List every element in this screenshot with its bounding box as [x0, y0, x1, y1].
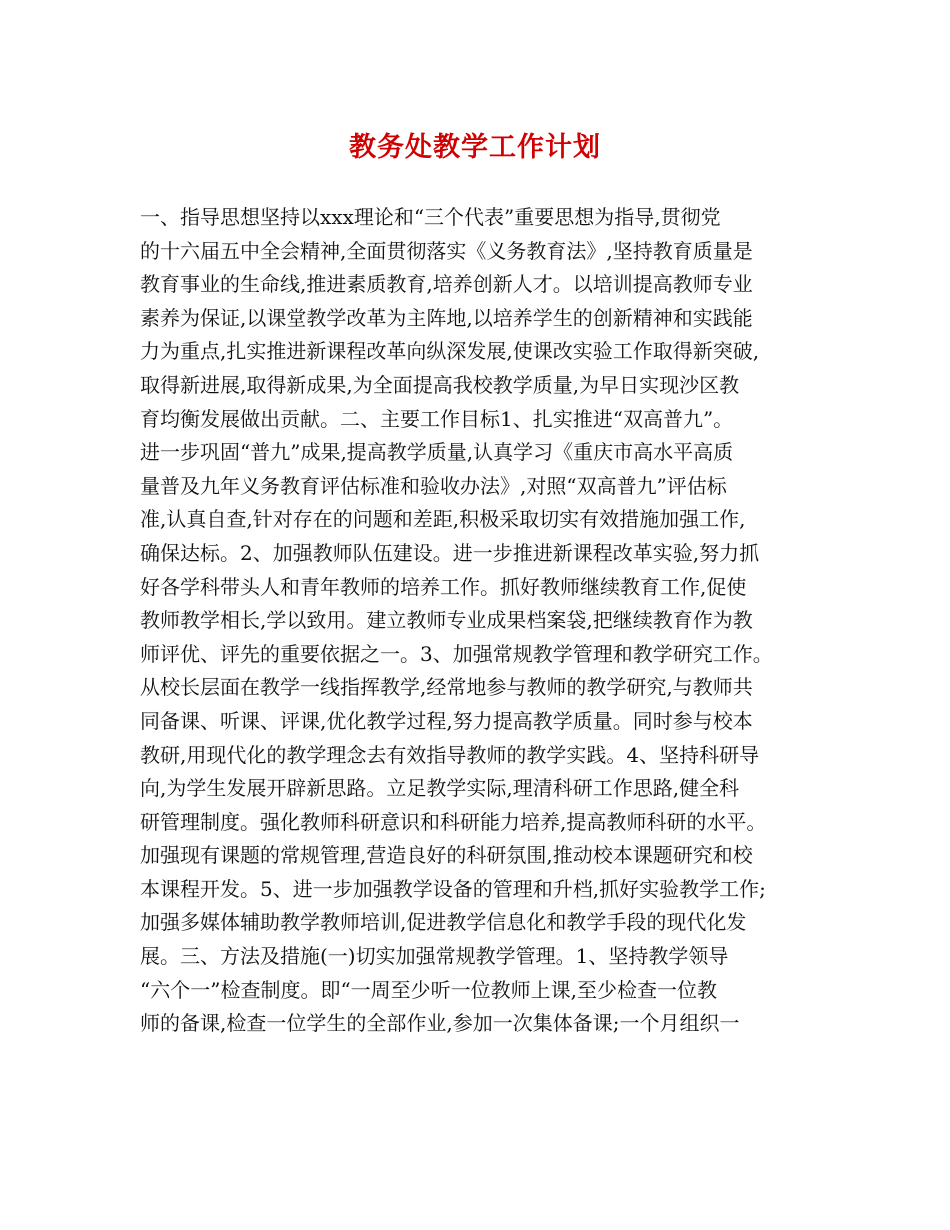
body-line: 研管理制度。强化教师科研意识和科研能力培养,提高教师科研的水平。	[140, 809, 767, 834]
body-line: 本课程开发。5、进一步加强教学设备的管理和升档,抓好实验教学工作;	[140, 876, 766, 901]
document-body	[140, 201, 815, 1041]
body-line: “六个一”检查制度。即“一周至少听一位教师上课,至少检查一位教	[140, 977, 718, 1002]
body-line: 育均衡发展做出贡献。二、主要工作目标1、扎实推进“双高普九”。	[140, 406, 734, 431]
body-line: 教师教学相长,学以致用。建立教师专业成果档案袋,把继续教育作为教	[140, 608, 753, 633]
body-line: 教研,用现代化的教学理念去有效指导教师的教学实践。4、坚持科研导	[140, 742, 760, 767]
body-line: 取得新进展,取得新成果,为全面提高我校教学质量,为早日实现沙区教	[140, 372, 740, 397]
body-line: 从校长层面在教学一线指挥教学,经常地参与教师的教学研究,与教师共	[140, 675, 753, 700]
body-line: 进一步巩固“普九”成果,提高教学质量,认真学习《重庆市高水平高质	[140, 440, 734, 465]
body-line: 向,为学生发展开辟新思路。立足教学实际,理清科研工作思路,健全科	[140, 776, 740, 801]
body-line: 加强现有课题的常规管理,营造良好的科研氛围,推动校本课题研究和校	[140, 843, 753, 868]
body-line: 确保达标。2、加强教师队伍建设。进一步推进新课程改革实验,努力抓	[140, 540, 760, 565]
body-line: 展。三、方法及措施(一)切实加强常规教学管理。1、坚持教学领导	[140, 944, 729, 969]
body-line: 一、指导思想坚持以xxx理论和“三个代表”重要思想为指导,贯彻党	[140, 205, 721, 229]
body-line: 师评优、评先的重要依据之一。3、加强常规教学管理和教学研究工作。	[140, 641, 773, 666]
body-line: 加强多媒体辅助教学教师培训,促进教学信息化和教学手段的现代化发	[140, 910, 747, 935]
body-line: 同备课、听课、评课,优化教学过程,努力提高教学质量。同时参与校本	[140, 708, 753, 733]
body-line: 量普及九年义务教育评估标准和验收办法》,对照“双高普九”评估标	[140, 473, 727, 498]
body-line: 的十六届五中全会精神,全面贯彻落实《义务教育法》,坚持教育质量是	[140, 238, 753, 263]
body-line: 师的备课,检查一位学生的全部作业,参加一次集体备课;一个月组织一	[140, 1011, 740, 1036]
body-line: 力为重点,扎实推进新课程改革向纵深发展,使课改实验工作取得新突破,	[140, 339, 760, 364]
body-line: 准,认真自查,针对存在的问题和差距,积极采取切实有效措施加强工作,	[140, 507, 746, 532]
document-title: 教务处教学工作计划	[349, 132, 601, 163]
body-line: 好各学科带头人和青年教师的培养工作。抓好教师继续教育工作,促使	[140, 574, 747, 599]
body-line: 教育事业的生命线,推进素质教育,培养创新人才。以培训提高教师专业	[140, 272, 753, 297]
body-line: 素养为保证,以课堂教学改革为主阵地,以培养学生的创新精神和实践能	[140, 305, 753, 330]
